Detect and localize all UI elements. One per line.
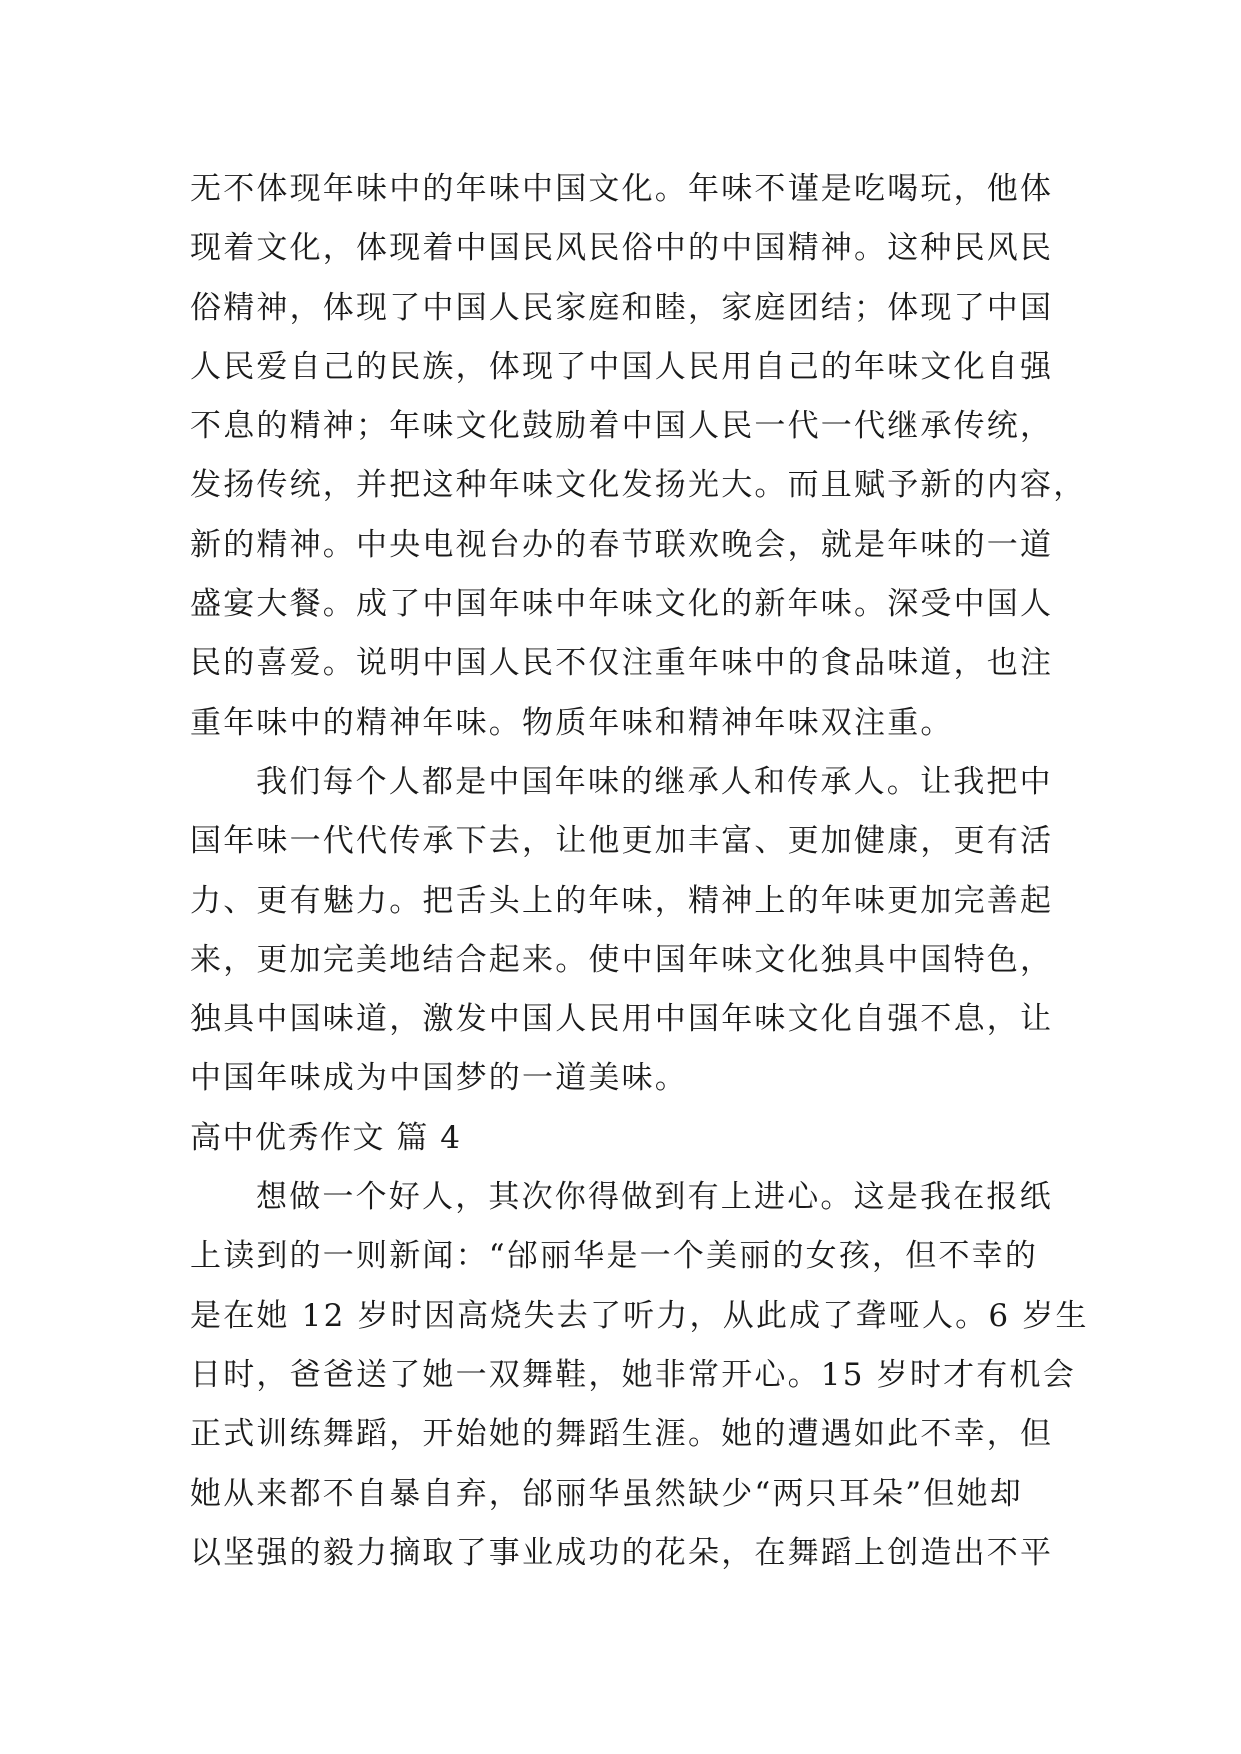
text-line: 重年味中的精神年味。物质年味和精神年味双注重。 [190,704,954,741]
text-line: 我们每个人都是中国年味的继承人和传承人。让我把中 [256,763,1053,800]
text-line: 民的喜爱。说明中国人民不仅注重年味中的食品味道，也注 [190,645,1054,682]
text-line: 她从来都不自暴自弃，邰丽华虽然缺少“两只耳朵”但她却 [190,1475,1023,1512]
text-line: 发扬传统，并把这种年味文化发扬光大。而且赋予新的内容， [190,467,1087,504]
text-line: 无不体现年味中的年味中国文化。年味不谨是吃喝玩，他体 [190,171,1054,207]
text-line: 来，更加完美地结合起来。使中国年味文化独具中国特色， [190,941,1054,978]
text-line: 现着文化，体现着中国民风民俗中的中国精神。这种民风民 [190,230,1054,267]
text-line: 以坚强的毅力摘取了事业成功的花朵，在舞蹈上创造出不平 [190,1534,1054,1571]
text-line: 是在她 12 岁时因高烧失去了听力，从此成了聋哑人。6 岁生 [190,1297,1089,1334]
document-body [190,160,1089,1583]
paragraph-3 [190,1168,1089,1583]
text-line: 盛宴大餐。成了中国年味中年味文化的新年味。深受中国人 [190,586,1054,623]
text-line: 上读到的一则新闻：“邰丽华是一个美丽的女孩，但不幸的 [190,1238,1039,1275]
paragraph-2 [190,753,1054,1109]
text-line: 日时，爸爸送了她一双舞鞋，她非常开心。15 岁时才有机会 [190,1356,1076,1393]
text-line: 人民爱自己的民族，体现了中国人民用自己的年味文化自强 [190,348,1054,385]
text-line: 正式训练舞蹈，开始她的舞蹈生涯。她的遭遇如此不幸，但 [190,1416,1054,1453]
text-line: 国年味一代代传承下去，让他更加丰富、更加健康，更有活 [190,823,1054,860]
text-line: 中国年味成为中国梦的一道美味。 [190,1060,688,1097]
text-line: 想做一个好人，其次你得做到有上进心。这是我在报纸 [256,1179,1053,1216]
text-line: 俗精神，体现了中国人民家庭和睦，家庭团结；体现了中国 [190,289,1054,326]
section-heading: 高中优秀作文 篇 4 [190,1119,462,1156]
text-line: 力、更有魅力。把舌头上的年味，精神上的年味更加完善起 [190,882,1054,919]
text-line: 新的精神。中央电视台办的春节联欢晚会，就是年味的一道 [190,526,1054,563]
text-line: 不息的精神；年味文化鼓励着中国人民一代一代继承传统， [190,408,1054,445]
text-line: 独具中国味道，激发中国人民用中国年味文化自强不息，让 [190,1001,1054,1038]
paragraph-1 [190,160,1087,753]
